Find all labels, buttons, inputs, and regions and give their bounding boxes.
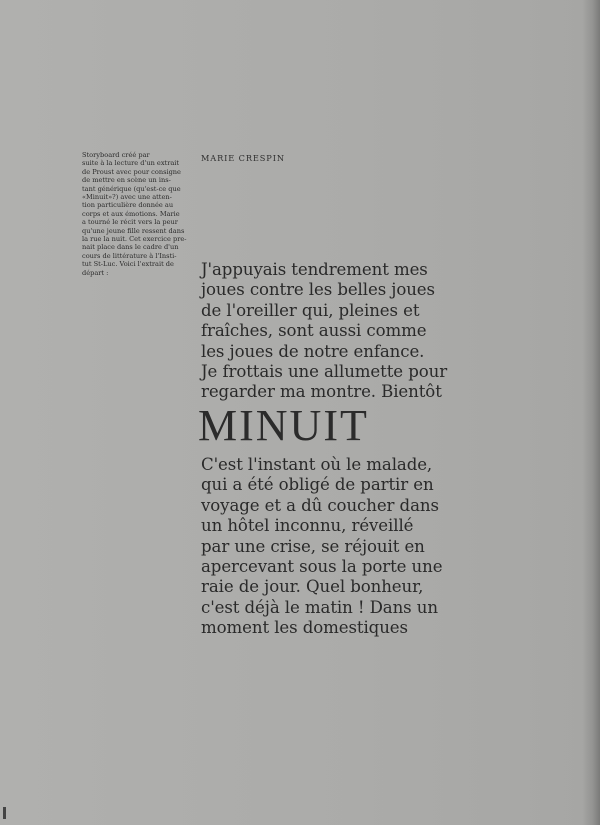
sidenote-line: tut St-Luc. Voici l'extrait de [82,260,174,269]
sidenote [82,151,190,277]
sidenote-line: de mettre en scène un ins- [82,176,171,185]
paragraph-intro [201,260,447,403]
text-line: moment les domestiques [201,618,408,638]
text-line: joues contre les belles joues [201,280,435,300]
sidenote-line: «Minuit»?) avec une atten- [82,193,172,202]
sidenote-line: tion particulière donnée au [82,201,174,210]
text-line: un hôtel inconnu, réveillé [201,516,414,536]
scan-mark [3,807,6,819]
text-line: c'est déjà le matin ! Dans un [201,597,438,617]
sidenote-line: cours de littérature à l'Insti- [82,251,177,260]
sidenote-line: corps et aux émotions. Marie [82,209,180,218]
sidenote-line: départ : [82,268,109,277]
sidenote-line: suite à la lecture d'un extrait [82,159,180,168]
sidenote-line: qu'une jeune fille ressent dans [82,226,185,235]
text-line: J'appuyais tendrement mes [201,260,428,279]
text-line: les joues de notre enfance. [201,341,425,361]
text-line: de l'oreiller qui, pleines et [201,300,420,320]
author-name: MARIE CRESPIN [201,153,285,163]
sidenote-line: nait place dans le cadre d'un [82,243,179,252]
sidenote-line: de Proust avec pour consigne [82,167,181,176]
text-line: raie de jour. Quel bonheur, [201,577,424,597]
text-line: apercevant sous la porte une [201,557,443,577]
title: MINUIT [198,401,369,450]
sidenote-line: tant générique (qu'est-ce que [82,184,181,193]
text-line: qui a été obligé de partir en [201,475,434,495]
text-line: Je frottais une allumette pour [201,362,448,382]
text-line: par une crise, se réjouit en [201,536,425,556]
text-line: fraîches, sont aussi comme [201,321,427,341]
text-line: C'est l'instant où le malade, [201,455,433,474]
sidenote-line: a tourné le récit vers la peur [82,218,178,227]
page-edge-shadow [582,0,600,825]
paragraph-main [201,455,442,639]
text-line: voyage et a dû coucher dans [201,495,439,515]
sidenote-line: la rue la nuit. Cet exercice pre- [82,235,187,244]
sidenote-line: Storyboard créé par [82,151,150,159]
text-line: regarder ma montre. Bientôt [201,382,442,402]
